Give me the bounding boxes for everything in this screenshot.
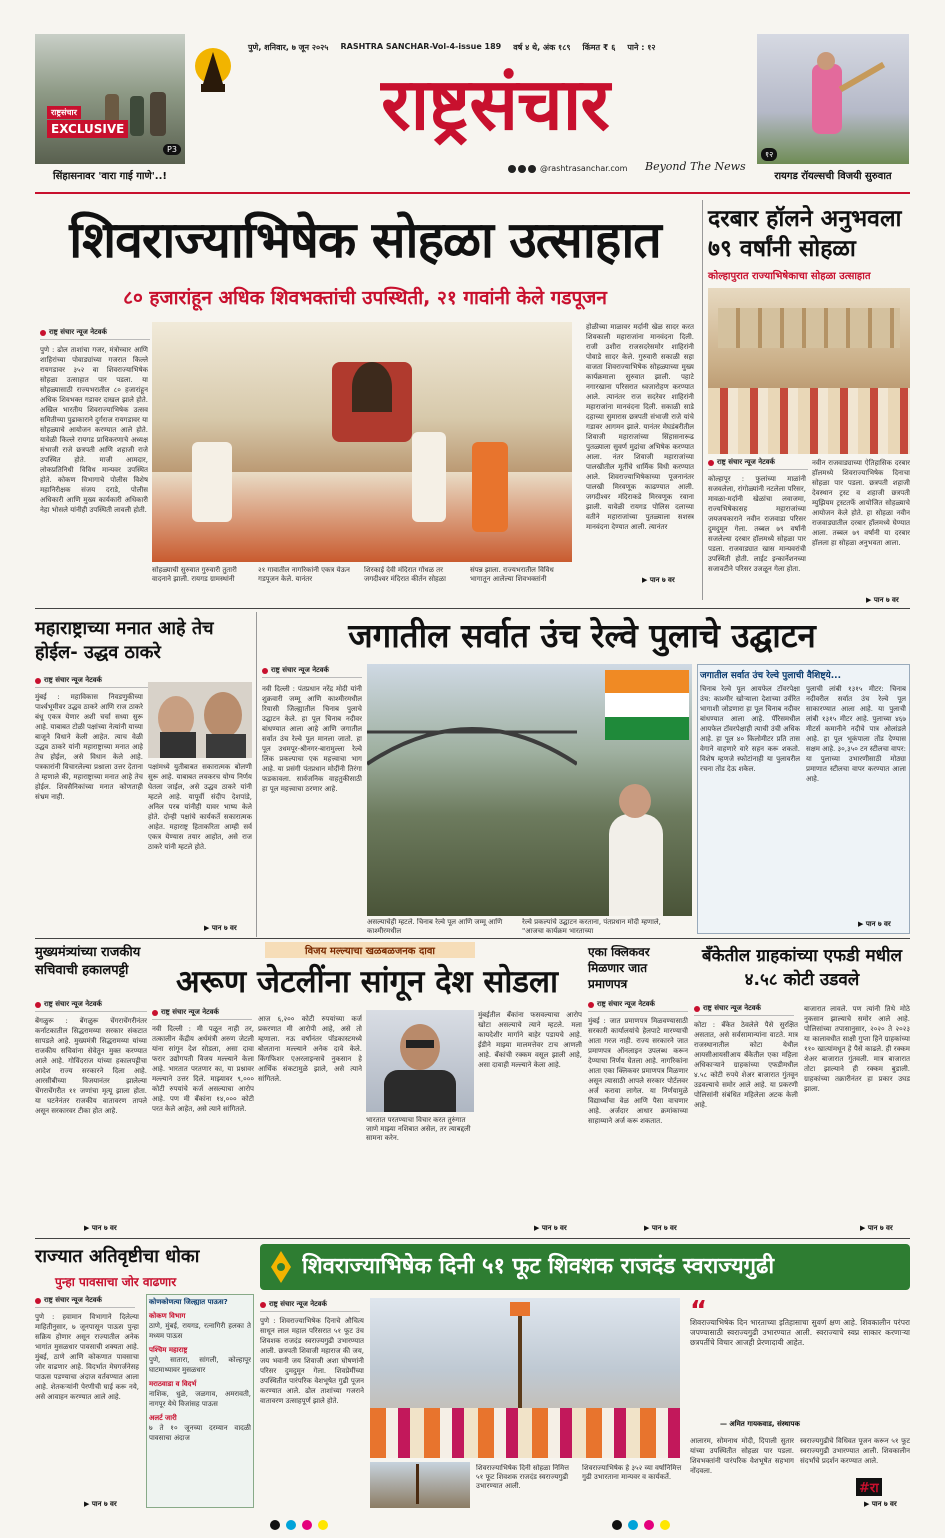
caste-byline: राष्ट्र संचार न्यूज नेटवर्क (588, 1000, 688, 1015)
caste-headline[interactable]: एका क्लिकवर मिळणार जात प्रमाणपत्र (588, 945, 650, 991)
rajdand-col3: स्वराज्यगुढीचे विधिवत पूजन करून ५१ फूट स्वराज्यगुढी उभारण्यात आली. शिवकालीन संदर्भांचे प्रदर्शन करण्यात आले. (800, 1437, 910, 1465)
year-number: वर्ष ४ थे, अंक १८९ (513, 43, 571, 52)
social-icons (508, 165, 536, 173)
railway-facts-col1: चिनाब रेल्वे पूल आयफेल टॉवरपेक्षा उंच: काश्मीर खोऱ्याला देशाच्या उर्वरित भागाशी जोडणारा हा पूल चिनाब नदीवर बांधण्यात आला आहे. पॅरिसमधील आयफेल टॉवरपेक्षाही त्याची उंची अधिक आहे. हा पूल ४० किलोमीटर प्रति तास वेगाने वाहणारे वारे सहन करू शकतो. विशेष म्हणजे स्फोटांनाही या पुलावरील रचना तोंड देऊ शकेल. (700, 685, 800, 773)
row2-rule (35, 938, 910, 939)
rajdand-caption-2: शिवराज्याभिषेक हे ३५२ व्या वर्षानिमित्त गुढी उभारताना मान्यवर व कार्यकर्ते. (582, 1464, 682, 1481)
railway-continued[interactable]: ▶ पान ७ वर (858, 920, 891, 929)
lead-caption-3: शिरकाई देवी मंदिरात गोंधळ तर जगदीश्वर मंदिरात कीर्तन सोहळा (364, 566, 446, 583)
rain-headline[interactable]: राज्यात अतिवृष्टीचा धोका (35, 1246, 200, 1267)
lead-byline: राष्ट्र संचार न्यूज नेटवर्क (40, 328, 150, 343)
page-pointer: P3 (163, 144, 181, 155)
railway-col1: नवी दिल्ली : पंतप्रधान नरेंद्र मोदी यांनी शुक्रवारी जम्मू आणि काश्मीरमधील रियासी जिल्ह्यातील चिनाब पुलाचे उद्घाटन केले. हा पूल चिनाब नदीवर बांधण्यात आला आहे आणि जगातील सर्वात उंच रेल्वे पूल मानला जातो. हा पूल उधमपूर-श्रीनगर-बारामुल्ला रेल्वे लिंक प्रकल्पाचा एक महत्त्वाचा भाग आहे. या प्रसंगी पंतप्रधान मोदींनी तिरंगा फडकावला. सार्वजनिक वाहतुकीसाठी हा पूल महत्त्वाचा ठरणार आहे. (262, 685, 362, 793)
railway-byline: राष्ट्र संचार न्यूज नेटवर्क (262, 666, 362, 681)
rajdand-col2: आलारम, सोमनाथ मोदी, दिपाली सुतार यांच्या उपस्थितीत सोहळा पार पडला. शिवभक्तांनी पारंपरिक वेशभूषेत सहभाग नोंदवला. (690, 1437, 794, 1475)
darbar-headline[interactable]: दरबार हॉलने अनुभवला ७९ वर्षांनी सोहळा (708, 206, 902, 262)
row3-rule (35, 1238, 910, 1239)
social-handle[interactable]: @rashtrasanchar.com (540, 164, 628, 173)
brand-mark: #रा (856, 1478, 882, 1496)
lead-continued[interactable]: ▶ पान ७ वर (642, 576, 675, 585)
issue-code: RASHTRA SANCHAR-Vol-4-issue 189 (340, 42, 502, 51)
uddhav-continued[interactable]: ▶ पान ७ वर (204, 924, 237, 933)
darbar-subhead: कोल्हापुरात राज्याभिषेकाचा सोहळा उत्साहात (708, 271, 871, 282)
exclusive-badge-top: राष्ट्रसंचार (47, 106, 81, 119)
mallya-headline[interactable]: अरूण जेटलींना सांगून देश सोडला (175, 964, 559, 1000)
paper-title: राष्ट्रसंचार (381, 62, 609, 146)
lead-headline[interactable]: शिवराज्याभिषेक सोहळा उत्साहात (69, 211, 661, 269)
right-page-pointer: १२ (761, 148, 777, 161)
lead-col4: होळीच्या माळावर मर्दानी खेळ सादर करत शिवकाली महाराजांना मानवंदना दिली. राजी उशीरा राजसदरेसमोर शाहिरांनी पोवाडे सादर केले. गुरुवारी सकाळी सहा वाजता शिवराज्याभिषेक सोहळ्याच्या मुख्य कार्यक्रमाला सुरुवात झाली. पहाटे नगारखाना परिसरात ध्वजारोहण करण्यात आले. त्यानंतर राज सदरेवर शाहिरांनी महाराजांना मानवंदना दिली. सकाळी साडे दहाच्या सुमारास छत्रपती संभाजी राजे यांचे गडावर आगमन झाले. यानंतर मेघडंबरीतील शिवाजी महाराजांच्या सिंहासनारूढ पुतळ्याला सुवर्ण मुद्रांचा अभिषेक करण्यात आला. नंतर शिवाजी महाराजांच्या पालखीतील मूर्तीचे धार्मिक विधी करण्यात आले. शिवराज्याभिषेकाच्या पूजनानंतर पालखी मिरवणूक काढण्यात आली. जगदीश्वर मंदिराकडे मिरवणूक रवाना झाली. यावेळी रायगड पोलिस दलाच्या वतीने महाराजांच्या पुतळ्याला सशस्त्र मानवंदना देण्यात आली. त्यानंतर (586, 323, 694, 531)
flag (605, 670, 689, 740)
darbar-divider (702, 200, 703, 600)
mallya-col1: नवी दिल्ली : मी पळून नाही तर, तत्कालीन केंद्रीय अर्थमंत्री अरुण जेटली यांना सांगून देश सोडला, असा दावा फरार उद्योगपती विजय मल्ल्याने केला आहे. भारतात परतणार का, या प्रश्नावर मल्ल्याने उत्तर दिले. माझ्यावर ९,००० कोटी रुपयांचे कर्ज असल्याचा आरोप आहे. पण मी बँकांना १४,००० कोटी परत केले आहेत, असे त्याने सांगितले. (152, 1025, 254, 1113)
rain-region: अलर्ट जारी ७ ते १० जूनच्या दरम्यान वादळी पावसाचा अंदाज (149, 1414, 251, 1442)
bank-col1: कोटा : बँकेत ठेवलेले पैसे सुरक्षित असतात, असे सर्वसामान्यांना वाटते. मात्र राजस्थानातील कोटा येथील आयसीआयसीआय बँकेतील एका महिला अधिकाऱ्याने ग्राहकांच्या एफडीमधील ४.५८ कोटी रुपये शेअर बाजारात गुंतवून उडवल्याचे समोर आले आहे. या प्रकरणी पोलिसांनी संबंधित महिलेला अटक केली आहे. (694, 1021, 798, 1109)
lead-col1: पुणे : ढोल ताशांचा गजर, मंत्रोच्चार आणि शाहिरांच्या पोवाड्यांच्या गजरात किल्ले रायगडावर ३५२ वा शिवराज्याभिषेक सोहळा उत्साहात पार पडला. या सोहळ्यासाठी राज्यभरातील ८० हजारांहून अधिक शिवभक्त गडावर दाखल झाले होते. अखिल भारतीय शिवराज्याभिषेक उत्सव समितीच्या पुढाकाराने दुर्गराज रायगडावर या सोहळ्याचे आयोजन करण्यात आले होते. यावेळी किल्ले रायगड प्राधिकरणाचे अध्यक्ष संभाजी राजे छत्रपती आणि शहाजी राजे उपस्थित होते. माजी आमदार, लोकप्रतिनिधी विविध मान्यवर उपस्थित होते. कोकण विभागाचे पोलीस विशेष महानिरीक्षक संजय दराडे, पोलीस अधिकारी आणि मुख्य कार्यकारी अधिकारी नेहा भोसले यांनीही उपस्थिती लावली होती. (40, 346, 148, 514)
rain-subhead: पुन्हा पावसाचा जोर वाढणार (55, 1275, 177, 1289)
mallya-photo[interactable] (366, 1010, 474, 1112)
bank-headline[interactable]: बँकेतील ग्राहकांच्या एफडी मधील ४.५८ कोटी उडवले (701, 946, 903, 990)
rajdand-headline[interactable]: शिवराज्याभिषेक दिनी ५१ फूट शिवशक राजदंड स्वराज्यगुढी (302, 1254, 775, 1279)
uddhav-col2: पक्षांमध्ये युतीबाबत सकारात्मक बोलणी सुरू आहे. याबाबत लवकरच योग्य निर्णय घेतला जाईल, असे उद्धव ठाकरे यांनी म्हटले आहे. यापूर्वी संदीप देशपांडे, अनिल परब यांनीही यावर भाष्य केले होते. दोन्ही पक्षांचे कार्यकर्ते सकारात्मक आहेत. महाराष्ट्र हिताकरिता आम्ही सर्व एकत्र येण्यास तयार आहोत, असे राज ठाकरे यांनी म्हटले होते. (148, 763, 252, 851)
pen-icon (266, 1249, 296, 1285)
lead-caption-4: संपन्न झाला. राज्यभरातील विविध भागातून आलेल्या शिवभक्तांनी (470, 566, 554, 583)
railway-caption-1: असल्याचेही म्हटले. चिनाब रेल्वे पूल आणि जम्मू आणि काश्मीरमधील (367, 918, 503, 935)
darbar-photo[interactable] (708, 288, 910, 454)
rain-box-title: कोणकोणत्या जिल्ह्यात पाऊस? (149, 1298, 228, 1306)
rain-region: कोकण विभाग ठाणे, मुंबई, रायगड, रत्नागिरी हलका ते मध्यम पाऊस (149, 1312, 251, 1340)
railway-photo[interactable] (367, 664, 692, 916)
caste-col1: मुंबई : जात प्रमाणपत्र मिळवण्यासाठी सरकारी कार्यालयांचे हेलपाटे मारण्याची आता गरज नाही. राज्य सरकारने जात प्रमाणपत्र ऑनलाइन उपलब्ध करून देण्याचा निर्णय घेतला आहे. नागरिकांना आता एका क्लिकवर प्रमाणपत्र मिळणार असून त्यासाठी आपले सरकार पोर्टलवर अर्ज करावा लागेल. या निर्णयामुळे विद्यार्थ्यांचा वेळ आणि पैसा वाचणार आहे. अर्जदार आधार क्रमांकाच्या साहाय्याने अर्ज करू शकतात. (588, 1017, 688, 1125)
emblem-icon (193, 40, 233, 100)
pages: पाने : १२ (627, 43, 656, 52)
social-row (508, 164, 627, 173)
rain-continued[interactable]: ▶ पान ७ वर (84, 1500, 117, 1509)
cm-col1: बेंगळुरू : बेंगळुरू चेंगराचेंगरीनंतर कर्नाटकातील सिद्धरामय्या सरकार संकटात सापडले आहे. मुख्यमंत्री सिद्धरामय्या यांच्या राजकीय सचिवांना सेवेतून मुक्त करण्यात आले आहे. गोविंदराज यांच्या हकालपट्टीचा आदेश राज्य सरकारने दिला आहे. आरसीबीच्या विजयानंतर झालेल्या चेंगराचेंगरीत ११ जणांचा मृत्यू झाला होता. या घटनेनंतर राजकीय वातावरण तापले असून सरकारवर टीका होत आहे. (35, 1017, 147, 1115)
dateline: पुणे, शनिवार, ७ जून २०२५ (248, 43, 329, 52)
left-teaser-photo[interactable] (35, 34, 185, 164)
lead-photo[interactable] (152, 322, 572, 562)
rain-region: मराठवाडा व विदर्भ नाशिक, धुळे, जळगाव, अमरावती, नागपूर येथे विजांसह पाऊस (149, 1380, 251, 1408)
rain-byline: राष्ट्र संचार न्यूज नेटवर्क (35, 1296, 135, 1311)
registration-marks-right (612, 1520, 670, 1530)
exclusive-badge: EXCLUSIVE (47, 120, 128, 138)
rain-region: पश्चिम महाराष्ट्र पुणे, सातारा, सांगली, कोल्हापूर घाटमाथ्यावर मुसळधार (149, 1346, 251, 1374)
railway-caption-2: रेल्वे प्रकल्पांचे उद्घाटन करताना, पंतप्रधान मोदी म्हणाले, "आजचा कार्यक्रम भारताच्या (522, 918, 661, 935)
rajdand-photo-small[interactable] (370, 1462, 470, 1508)
rajdand-quote: शिवराज्याभिषेक दिन भारताच्या इतिहासाचा सुवर्ण क्षण आहे. शिवकालीन परंपरा जपण्यासाठी स्वराज्यगुढी उभारण्यात आली. स्वराज्याचे स्वप्न साकार करणाऱ्या छत्रपतींचे विचार आजही प्रेरणादायी आहेत. (690, 1318, 910, 1347)
lead-subhead: ८० हजारांहून अधिक शिवभक्तांची उपस्थिती, २१ गावांनी केले गडपूजन (123, 287, 607, 309)
masthead (0, 0, 945, 195)
mallya-col3: मुंबईतील बँकांना फसवल्याचा आरोप खोटा असल्याचे त्याने म्हटले. मला कायदेशीर मार्गाने बाहेर पडायचे आहे. ईडीने माझ्या मालमत्तेवर टाच आणली आहे. बँकांची रक्कम वसूल झाली आहे, असा दावाही मल्ल्याने केला आहे. (478, 1011, 582, 1069)
mallya-col2: आज ६,२०० कोटी रुपयांच्या कर्ज प्रकरणात मी आरोपी आहे, असे तो म्हणाला. नऊ वर्षांनंतर पॉडकास्टमध्ये बोलताना मल्ल्याने अनेक दावे केले. किंगफिशर एअरलाइन्सचे नुकसान हे आर्थिक संकटामुळे झाले, असे त्याने सांगितले. (258, 1015, 362, 1083)
quote-icon: “ (690, 1296, 708, 1326)
right-teaser-photo[interactable] (757, 34, 909, 164)
rajdand-quote-by: — अमित गायकवाड, संस्थापक (720, 1420, 800, 1428)
rajdand-col1: पुणे : शिवराज्याभिषेक दिनाचे औचित्य साधून लाल महाल परिसरात ५१ फूट उंच शिवशक राजदंड स्वराज्यगुढी उभारण्यात आली. छत्रपती शिवाजी महाराज की जय, जय भवानी जय शिवाजी अशा घोषणांनी परिसर दुमदुमून गेला. शिवप्रेमींच्या उपस्थितीत पारंपरिक वेशभूषेत गुढी पूजन करण्यात आले. ढोल ताशांच्या गजराने वातावरण उत्साहपूर्ण झाले होते. (260, 1317, 364, 1405)
rajdand-continued[interactable]: ▶ पान ७ वर (864, 1500, 897, 1509)
railway-facts-col2: पुलाची लांबी १३१५ मीटर: चिनाब नदीवरील सर्वात उंच रेल्वे पूल साकारण्यात आला आहे. या पुलाची लांबी १३१५ मीटर आहे. पुलाच्या ४६७ मीटर्स कमानीने नदीचे पात्र ओलांडले आहे. हा पूल भूकंपाला तोंड देण्यास सक्षम आहे. ३०,३५० टन स्टीलचा वापर: या पुलाच्या उभारणीसाठी मोठ्या प्रमाणात स्टीलचा वापर करण्यात आला आहे. (806, 685, 906, 783)
rajdand-byline: राष्ट्र संचार न्यूज नेटवर्क (260, 1300, 360, 1315)
uddhav-byline: राष्ट्र संचार न्यूज नेटवर्क (35, 676, 155, 691)
darbar-col1: कोल्हापूर : फुलांच्या माळांनी सजवलेला, रांगोळ्यांनी नटलेला परिसर, मावळा-मर्दानी खेळांचा लवाजमा, राज्यभिषेकासह महाराजांच्या जयजयकाराने नवीन राजवाडा परिसर दुमदुमून गेला. तब्बल ७९ वर्षांनी सजलेल्या दरबार हॉलमध्ये सोहळा पार पडला. राजवाड्यात खास मान्यवरांची उपस्थिती होती. लाईट इन्कार्नेशनच्या सजावटीने परिसर उजळून गेला होता. (708, 475, 806, 573)
caste-continued[interactable]: ▶ पान ७ वर (644, 1224, 677, 1233)
uddhav-headline[interactable]: महाराष्ट्राच्या मनात आहे तेच होईल- उद्धव ठाकरे (35, 618, 214, 663)
price: किंमत ₹ ६ (582, 43, 616, 52)
lead-caption-1: सोहळ्याची सुरुवात गुरुवारी तुतारी वादनाने झाली. रायगड ग्रामस्थांनी (152, 566, 237, 583)
mallya-continued[interactable]: ▶ पान ७ वर (534, 1224, 567, 1233)
mallya-byline: राष्ट्र संचार न्यूज नेटवर्क (152, 1008, 252, 1023)
cm-headline[interactable]: मुख्यमंत्र्यांच्या राजकीय सचिवाची हकालपट्टी (35, 945, 141, 978)
uddhav-photo[interactable] (148, 682, 252, 758)
bank-byline: राष्ट्र संचार न्यूज नेटवर्क (694, 1004, 794, 1019)
rajdand-photo[interactable] (370, 1298, 680, 1458)
railway-headline[interactable]: जगातील सर्वात उंच रेल्वे पुलाचे उद्घाटन (348, 616, 816, 655)
rain-col1: पुणे : हवामान विभागाने दिलेल्या माहितीनुसार, ७ जूनपासून पाऊस पुन्हा सक्रिय होणार असून राज्यातील अनेक भागांत मुसळधार पावसाची शक्यता आहे. मुंबई, ठाणे आणि कोकणात पावसाचा जोर वाढणार आहे. विदर्भात मेघगर्जनेसह पाऊस पडण्याचा अंदाज वर्तवण्यात आला आहे. शेतकऱ्यांनी पेरणीची घाई करू नये, असे आवाहन करण्यात आले आहे. (35, 1313, 139, 1401)
bank-continued[interactable]: ▶ पान ७ वर (860, 1224, 893, 1233)
right-teaser-caption[interactable]: रायगड रॉयल्सची विजयी सुरुवात (774, 171, 892, 182)
mallya-caption: भारतात परतण्याचा विचार करत तुरुंगात जाणे माझ्या नशिबात असेल, तर त्याबद्दली सामना करेन. (366, 1116, 471, 1142)
rain-region-list (149, 1312, 251, 1448)
cm-byline: राष्ट्र संचार न्यूज नेटवर्क (35, 1000, 147, 1015)
tagline: Beyond The News (645, 160, 746, 173)
darbar-col2: नवीन राजवाड्याच्या ऐतिहासिक दरबार हॉलमध्ये शिवराज्याभिषेक दिनाचा सोहळा पार पडला. छत्रपती शहाजी देवस्थान ट्रस्ट व शहाजी छत्रपती म्युझियम ट्रस्टतर्फे आयोजित सोहळ्याचे आयोजन केले होते. हा सोहळा नवीन राजवाड्यातील दरबार हॉलमध्ये घेण्यात आला. तब्बल ७९ वर्षांनी या दरबार हॉलला हा सोहळा अनुभवता आला. (812, 459, 910, 547)
railway-divider (256, 612, 257, 937)
darbar-continued[interactable]: ▶ पान ७ वर (866, 596, 899, 605)
uddhav-col1: मुंबई : महाविकास निवडणुकीच्या पार्श्वभूमीवर उद्धव ठाकरे आणि राज ठाकरे बंधू एकत्र येणार अशी चर्चा सध्या सुरू आहे. याबाबत टोळी पक्षांच्या नेत्यांनी याच्या बाजूने विधाने केली आहेत. त्याच वेळी उद्धव ठाकरे यांनी महाराष्ट्राच्या मनात आहे तेच होईल, असे विधान केले आहे. पत्रकारांनी विचारलेल्या प्रश्नाला उत्तर देताना ते म्हणाले की, महाराष्ट्राच्या मनात आहे तेच होईल. शिवसैनिकांच्या मनात कोणताही संभ्रम नाही. (35, 693, 143, 801)
lead-caption-2: २१ गावातील नागरिकांनी एकत्र येऊन गडपूजन केले. यानंतर (258, 566, 350, 583)
cm-continued[interactable]: ▶ पान ७ वर (84, 1224, 117, 1233)
bank-col2: बाजारात लावले. पण त्यांनी तिथे मोठे नुकसान झाल्याचे समोर आले आहे. पोलिसांच्या तपासानुसार, २०२० ते २०२३ या कालावधीत साक्षी गुप्ता हिने ग्राहकांच्या ११० खात्यांमधून हे पैसे काढले. ही रक्कम शेअर बाजारात गुंतवली. मात्र बाजारात तोटा झाल्याने ही रक्कम बुडाली. ग्राहकांच्या तक्रारीनंतर हा प्रकार उघड झाला. (804, 1005, 910, 1093)
row1-rule (35, 608, 910, 609)
left-teaser-caption[interactable]: सिंहासनावर 'वारा गाई गाणे'..! (53, 171, 167, 182)
darbar-byline: राष्ट्र संचार न्यूज नेटवर्क (708, 458, 808, 473)
masthead-rule (35, 192, 910, 194)
mallya-kicker: विजय मल्ल्याचा खळबळजनक दावा (265, 942, 475, 958)
registration-marks-left (270, 1520, 328, 1530)
rajdand-caption-1: शिवराज्याभिषेक दिनी सोहळा निमित्त ५१ फूट शिवशक राजदंड स्वराज्यगुढी उभारण्यात आली. (476, 1464, 570, 1490)
railway-facts-title: जगातील सर्वात उंच रेल्वे पुलाची वैशिष्ट्ये... (700, 671, 842, 681)
info-line (248, 42, 748, 53)
